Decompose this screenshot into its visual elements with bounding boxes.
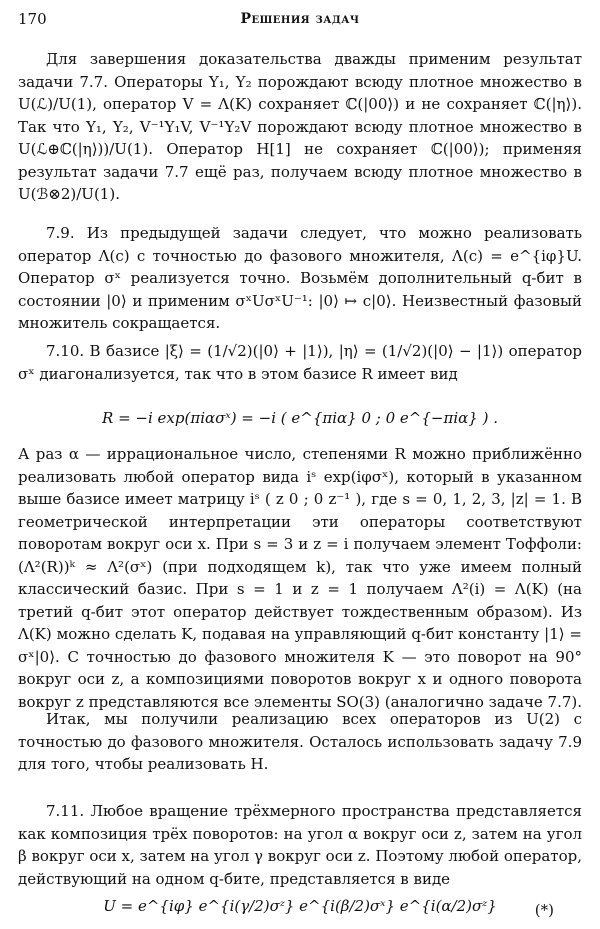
- solution-7-10-intro: 7.10. В базисе |ξ⟩ = (1/√2)(|0⟩ + |1⟩), |η⟩ = (1/√2)(|0⟩ − |1⟩) оператор σˣ диагонализуется, так что в этом базисе R имеет вид: [18, 342, 582, 383]
- equation-U: U = e^{iφ} e^{i(γ/2)σᶻ} e^{i(β/2)σˣ} e^{i(α/2)σᶻ} (*): [18, 893, 582, 921]
- equation-label: (*): [534, 901, 554, 919]
- paragraph-proof-end: Для завершения доказательства дважды применим результат задачи 7.7. Операторы Y₁, Y₂ порождают всюду плотное множество в U(ℒ)/U(1), оператор V = Λ(K) сохраняет ℂ(|00⟩) и не сохраняет ℂ(|η⟩). Так что Y₁, Y₂, V⁻¹Y₁V, V⁻¹Y₂V порождают всюду плотное множество в U(ℒ⊕ℂ(|η⟩))/U(1). Оператор H[1] не сохраняет ℂ(|00⟩); применяя результат задачи 7.7 ещё раз, получаем всюду плотное множество в U(ℬ⊗2)/U(1).: [18, 50, 582, 203]
- solution-7-9: 7.9. Из предыдущей задачи следует, что можно реализовать оператор Λ(c) с точностью до фазового множителя, Λ(c) = e^{iφ}U. Оператор σˣ реализуется точно. Возьмём дополнительный q-бит в состоянии |0⟩ и применим σˣUσˣU⁻¹: |0⟩ ↦ c|0⟩. Неизвестный фазовый множитель сокращается.: [18, 224, 582, 332]
- solution-7-11: 7.11. Любое вращение трёхмерного пространства представляется как композиция трёх поворотов: на угол α вокруг оси z, затем на угол β вокруг оси x, затем на угол γ вокруг оси z. Поэтому любой оператор, действующий на одном q-бите, представляется в виде: [18, 802, 582, 888]
- solution-7-10-conclusion: Итак, мы получили реализацию всех операторов из U(2) с точностью до фазового множителя. Осталось использовать задачу 7.9 для того, чтобы реализовать H.: [18, 710, 582, 773]
- page-header: [18, 8, 582, 30]
- running-title: Решения задач: [240, 11, 360, 27]
- equation-R: R = −i exp(πiασˣ) = −i ( e^{πiα} 0 ; 0 e^{−πiα} ) .: [102, 409, 498, 427]
- solution-7-10-body: А раз α — иррациональное число, степенями R можно приближённо реализовать любой оператор вида iˢ exp(iφσˣ), который в указанном выше базисе имеет матрицу iˢ ( z 0 ; 0 z⁻¹ ), где s = 0, 1, 2, 3, |z| = 1. В геометрической интерпретации эти операторы соответствуют поворотам вокруг оси x. При s = 3 и z = i получаем элемент Тоффоли: (Λ²(R))ᵏ ≈ Λ²(σˣ) (при подходящем k), так что уже имеем полный классический базис. При s = 1 и z = 1 получаем Λ²(i) = Λ(K) (на третий q-бит этот оператор действует тождественным образом). Из Λ(K) можно сделать K, подавая на управляющий q-бит константу |1⟩ = σˣ|0⟩. С точностью до фазового множителя K — это поворот на 90° вокруг оси z, а композициями поворотов вокруг x и одного поворота вокруг z представляются все элементы SO(3) (аналогично задаче 7.7).: [18, 445, 582, 711]
- page-number: 170: [18, 10, 47, 28]
